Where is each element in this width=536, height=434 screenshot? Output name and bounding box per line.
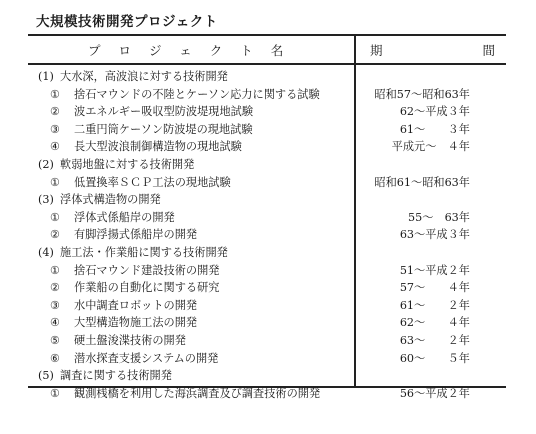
project-name: 波エネルギー吸収型防波堤現地試験: [74, 105, 254, 119]
table-row: [28, 121, 506, 139]
item-number: ⑥: [50, 351, 61, 365]
table-row: [28, 385, 506, 403]
section-row: [28, 367, 506, 385]
table-row: [28, 332, 506, 350]
section-row: [28, 191, 506, 209]
table-row: [28, 279, 506, 297]
item-number: ①: [50, 175, 61, 189]
project-period: 昭和57～昭和63年: [374, 87, 470, 101]
item-number: ③: [50, 122, 61, 136]
table-row: [28, 297, 506, 315]
section-label: 浮体式構造物の開発: [60, 193, 161, 207]
item-number: ②: [50, 281, 61, 295]
project-period: 昭和61～昭和63年: [374, 175, 470, 189]
page-title: 大規模技術開発プロジェクト: [36, 14, 218, 30]
section-row: [28, 156, 506, 174]
section-number: (3): [38, 193, 54, 207]
item-number: ②: [50, 105, 61, 119]
project-name: 捨石マウンド建設技術の開発: [74, 263, 220, 277]
project-period: 62～平成３年: [399, 105, 470, 119]
project-period: 57～ ４年: [399, 281, 470, 295]
project-period: 55～ 63年: [407, 210, 470, 224]
table-row: [28, 174, 506, 192]
project-name: 作業船の自動化に関する研究: [74, 281, 220, 295]
project-name: 低置換率ＳＣＰ工法の現地試験: [74, 175, 231, 189]
table-row: [28, 138, 506, 156]
project-name: 潜水探査支援システムの開発: [74, 351, 219, 365]
project-table: [28, 34, 506, 400]
project-period: 56～平成２年: [399, 386, 470, 400]
table-row: [28, 86, 506, 104]
section-row: [28, 244, 506, 262]
project-name: 観測桟橋を利用した海浜調査及び調査技術の開発: [74, 386, 321, 400]
table-header-rule: [28, 63, 506, 65]
table-row: [28, 350, 506, 368]
table-row: [28, 103, 506, 121]
section-row: [28, 68, 506, 86]
project-name: 捨石マウンドの不陸とケーソン応力に関する試験: [74, 87, 320, 101]
section-label: 軟弱地盤に対する技術開発: [60, 157, 195, 171]
table-row: [28, 226, 506, 244]
project-period: 61～ ２年: [399, 298, 470, 312]
project-name: 大型構造物施工法の開発: [74, 316, 198, 330]
project-name: 浮体式係船岸の開発: [74, 210, 175, 224]
table-top-rule: [28, 34, 506, 36]
section-label: 施工法・作業船に関する技術開発: [60, 245, 228, 259]
item-number: ③: [50, 298, 61, 312]
item-number: ④: [50, 316, 61, 330]
item-number: ④: [50, 140, 61, 154]
header-period-char-2: 間: [482, 43, 495, 58]
item-number: ①: [50, 210, 61, 224]
project-name: 有脚浮揚式係船岸の開発: [74, 228, 198, 242]
project-period: 63～ ２年: [399, 333, 470, 347]
project-name: 長大型波浪制御構造物の現地試験: [74, 140, 242, 154]
section-number: (2): [38, 157, 54, 171]
table-row: [28, 314, 506, 332]
section-number: (4): [38, 245, 54, 259]
project-name: 二重円筒ケーソン防波堤の現地試験: [74, 122, 253, 136]
header-period: [370, 41, 495, 59]
header-project-name: プロジェクト名: [88, 43, 302, 58]
project-period: 62～ ４年: [399, 316, 470, 330]
table-row: [28, 262, 506, 280]
section-number: (1): [38, 70, 54, 83]
project-name: 硬土盤浚渫技術の開発: [74, 333, 186, 347]
item-number: ①: [50, 386, 61, 400]
item-number: ①: [50, 263, 61, 277]
project-period: 60～ ５年: [399, 351, 470, 365]
section-number: (5): [38, 369, 54, 383]
project-period: 63～平成３年: [399, 228, 470, 242]
item-number: ①: [50, 87, 61, 101]
project-period: 51～平成２年: [399, 263, 470, 277]
table-row: [28, 209, 506, 227]
project-name: 水中調査ロボットの開発: [74, 298, 198, 312]
table-body: [28, 68, 506, 402]
section-label: 調査に関する技術開発: [60, 369, 172, 383]
item-number: ②: [50, 228, 61, 242]
section-label: 大水深，高波浪に対する技術開発: [60, 70, 228, 83]
item-number: ⑤: [50, 333, 61, 347]
project-period: 平成元～ ４年: [391, 140, 470, 154]
project-period: 61～ ３年: [399, 122, 470, 136]
header-period-char-1: 期: [370, 43, 383, 58]
